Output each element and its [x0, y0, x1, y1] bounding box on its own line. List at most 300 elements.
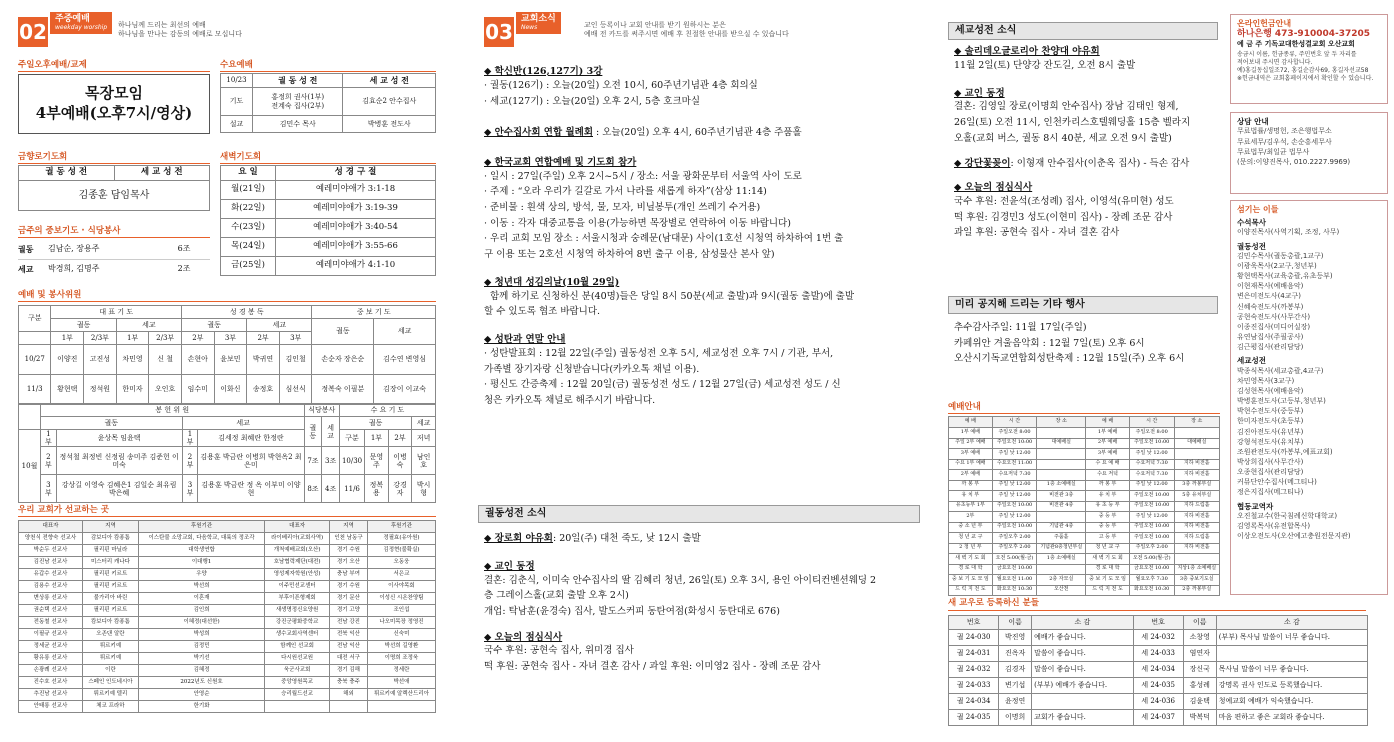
- staff-box: 섬기는 이들 수석목사 이양진목사(사역기획, 조정, 사무) 궐동성전 김민수목사(궐동총괄,1교구) 이광욱목사(2교구,청년부) 황현택목사(교육총괄,유초등부) 이현재목사(예배음악) 변은미전도사(4교구) 신혜숙전도사(까봉부) 공현숙전도사(사무간사) 이종진집사(미디어실장) 유연남집사(주필공사) 김근평집사(관리담당) 세교성전 박종식목사(세교총괄,4교구) 차민영목사(3교구) 김성현목사(예배음악) 박병훈전도사(고등부,청년부) 박현수전도사(중등부) 한미자전도사(초등부) 김진아전도사(유년부) 강형석전도사(유치부) 조원관전도사(까봉부,예표교회) 박상희집사(사무간사) 오종현집사(관리담당) 커뮤단안수집사(메그티나) 정은지집사(메그티나) 협동교역자 오진철교수(한국침례신학대학교) 김영록목사(유전합목사) 이상오전도사(오산예고충원전문지관): [1230, 200, 1388, 595]
- table-cell: 목사님 말씀이 너무 좋습니다.: [1216, 662, 1367, 678]
- table-row-cell: 추진남 선교사: [19, 689, 83, 701]
- upcoming-events-body: 추수감사주일: 11월 17일(주일) 카페위안 겨울음악회 : 12월 7일(토) 오후 6시 오산시기독교연합회성탄축제 : 12월 15일(주) 오후 6시: [954, 322, 1185, 365]
- table-row-cell: 주일 2부 예배: [949, 438, 993, 449]
- table-row-cell: 주일 낮 12:00: [1129, 512, 1174, 523]
- table-row-cell: 3부 예배: [949, 449, 993, 460]
- table-row-cell: 주일오전 10:00: [992, 522, 1037, 533]
- upcoming-events-bar: 미리 공지해 드리는 기타 행사: [948, 296, 1218, 314]
- table-header-cell: 번호: [949, 616, 999, 630]
- table-row-cell: [1037, 428, 1086, 439]
- table-cell: 이명희: [999, 710, 1032, 726]
- table-header-cell: 지역: [330, 521, 368, 533]
- table-row-cell: 전동철 선교사: [19, 617, 83, 629]
- table-row-cell: 튀르키예: [82, 653, 138, 665]
- table-row: [949, 449, 1220, 460]
- table-row-cell: [330, 701, 368, 713]
- staff-line: 이광욱목사(2교구,청년부): [1237, 262, 1317, 271]
- table-row-cell: 주일오전 8:00: [1129, 428, 1174, 439]
- staff-line: 오진철교수(한국침례신학대학교): [1237, 511, 1338, 520]
- table-row-cell: 기념관 4층: [1037, 522, 1086, 533]
- duty-table: 궐동 김남순, 장용주 6조 세교 박경희, 김명주 2조: [18, 240, 210, 278]
- table-row-cell: 전북 익산: [330, 629, 368, 641]
- table-row-cell: 지하 비전홀: [1174, 512, 1220, 523]
- table-row-cell: [1037, 459, 1086, 470]
- table-row-cell: [265, 701, 330, 713]
- table-row-cell: 경기 문산: [330, 593, 368, 605]
- table-row-cell: 주일오전 10:00: [1129, 522, 1174, 533]
- table-cell: 교회가 좋습니다.: [1032, 710, 1133, 726]
- table-row: [19, 629, 436, 641]
- table-row-cell: 주일오전 10:00: [1129, 501, 1174, 512]
- table-row-cell: 지하 비전홀: [1174, 459, 1220, 470]
- table-row-cell: 김혜정: [138, 665, 264, 677]
- table-row-cell: 변상롱 선교사: [19, 593, 83, 605]
- section-intro: 교인 등록이나 교회 안내를 받기 원하시는 분은 예배 전 카드를 써주시면 예배 후 친절한 안내를 받으실 수 있습니다: [584, 21, 789, 39]
- table-header-cell: 예 배: [1086, 417, 1130, 428]
- table-row: [949, 694, 1368, 710]
- table-row-cell: 유 초 등 부: [1086, 501, 1130, 512]
- table-row: [949, 662, 1368, 678]
- sunday-title: 주일오후예배/교제: [18, 60, 87, 70]
- friday-title: 금향로기도회: [18, 152, 68, 162]
- table-row-cell: 지하 비전홀: [1174, 522, 1220, 533]
- table-row-cell: 이사야목회: [367, 581, 435, 593]
- table-row-cell: 주일 낮 12:00: [992, 449, 1037, 460]
- table-row-cell: 박선희 길영환: [367, 641, 435, 653]
- staff-line: 조원관전도사(까봉부,예표교회): [1237, 447, 1333, 456]
- table-header-cell: 시 간: [1129, 417, 1174, 428]
- table-row: [19, 581, 436, 593]
- table-row-cell: 3부 예배: [1086, 449, 1130, 460]
- table-row-cell: 비전관 4층: [1037, 501, 1086, 512]
- table-header: [19, 521, 436, 533]
- table-row-cell: 주일오전 8:00: [992, 428, 1037, 439]
- table-row-cell: 기념관8층청년부실: [1037, 543, 1086, 554]
- table-row-cell: 금요오전 10:00: [1129, 564, 1174, 575]
- table-header-cell: 소 감: [1216, 616, 1367, 630]
- table-row-cell: 새 벽 기 도 회: [949, 554, 993, 565]
- staff-line: 박현수전도사(중등부): [1237, 407, 1304, 416]
- table-header-cell: 대표자: [265, 521, 330, 533]
- table-row: [19, 689, 436, 701]
- table-row-cell: 감보디아 캄퐁톰: [82, 533, 138, 545]
- table-row-cell: 이혜정(대선한): [138, 617, 264, 629]
- table-row-cell: 캄보디아 캄퐁톰: [82, 617, 138, 629]
- staff-line: 박상희집사(사무간사): [1237, 457, 1304, 466]
- table-row: [949, 522, 1220, 533]
- table-row-cell: 충북 충주: [330, 677, 368, 689]
- table-row-cell: 신숙미: [367, 629, 435, 641]
- table-row-cell: 필리핀 키르트: [82, 605, 138, 617]
- offering-table: 봉 헌 위 원 식당봉사 수 요 기 도 궐동 세교 궐동 세교 궐동 세교 10월 1부 윤상목 임윤택 1부 김세정 최혜란 한정란 구분 1부 2부 저녁 2부 정석철 최정빈 신정림 송미주 김준헌 이미숙 2부 김용훈 박금란 이병희 박현옥2 최은미 7조 3조 10/30 문영주 이병숙 남인호 3부 강상길 이영숙 김혜은1 김일순 최유림 박은혜 3부 김용훈 박금란 정 옥 이부미 이양현 8조 4조 11/6 정복용 강경자 박시형: [18, 403, 436, 503]
- staff-line: 오종현집사(관리담당): [1237, 468, 1304, 477]
- table-row-cell: [1037, 470, 1086, 481]
- table-cell: 세 24-032: [1133, 630, 1183, 646]
- table-row-cell: 안태롱 선교사: [19, 701, 83, 713]
- table-row-cell: 청 년 교 구: [949, 533, 993, 544]
- table-row: [19, 665, 436, 677]
- table-row-cell: 1층 소예배실: [1037, 480, 1086, 491]
- table-cell: 궐 24-034: [949, 694, 999, 710]
- table-cell: 변기섭: [999, 678, 1032, 694]
- table-cell: 말씀이 좋습니다.: [1032, 646, 1133, 662]
- table-row: [949, 710, 1368, 726]
- table-row-cell: 주일오전 10:00: [992, 438, 1037, 449]
- table-cell: 세 24-036: [1133, 694, 1183, 710]
- table-cell: (부부) 예배가 좋습니다.: [1032, 678, 1133, 694]
- table-row-cell: 1부 예배: [1086, 428, 1130, 439]
- wed-title: 수요예배: [220, 60, 253, 70]
- table-cell: 세 24-035: [1133, 678, 1183, 694]
- table-row-cell: 2층 자모실: [1037, 575, 1086, 586]
- table-row-cell: 화요오전 10:30: [1129, 585, 1174, 596]
- table-row-cell: 손광례 선교사: [19, 665, 83, 677]
- dawn-table: 요 일 성 경 구 절 월(21일) 예레미야애가 3:1-18 화(22일) 예레미야애가 3:19-39 수(23일) 예레미야애가 3:40-54 목(24일) 예레미야애가 3:55-66 금(25일) 예레미야애가 4:1-10: [220, 165, 436, 276]
- table-header-cell: 이름: [999, 616, 1032, 630]
- table-row: [949, 630, 1368, 646]
- table-row: [19, 533, 436, 545]
- section-tag: 교회소식 News: [516, 12, 561, 34]
- table-row-cell: 오존댄 알란: [82, 629, 138, 641]
- table-row-cell: 이란: [82, 665, 138, 677]
- sekyo-news-bar: 세교성전 소식: [948, 22, 1218, 40]
- new-members-table: [948, 615, 1368, 726]
- table-row: [949, 491, 1220, 502]
- table-cell: 궐 24-032: [949, 662, 999, 678]
- table-row-cell: 김용수 선교사: [19, 581, 83, 593]
- table-cell: 박진영: [999, 630, 1032, 646]
- staff-line: 신혜숙전도사(까봉부): [1237, 302, 1304, 311]
- table-row-cell: 라이베리아(교회사역): [265, 533, 330, 545]
- table-row: [19, 677, 436, 689]
- table-row-cell: 오전 5:00(월-금): [992, 554, 1037, 565]
- table-row: [949, 428, 1220, 439]
- table-row-cell: [1037, 564, 1086, 575]
- table-row-cell: 중 보 기 도 모 임: [949, 575, 993, 586]
- table-row-cell: 수요 저녁: [1086, 470, 1130, 481]
- table-row-cell: 경기 김해: [330, 665, 368, 677]
- table-cell: [1216, 646, 1367, 662]
- staff-line: 김진아전도사(유년부): [1237, 427, 1304, 436]
- table-row-cell: 박선희: [138, 581, 264, 593]
- online-offering-box: 온라인헌금안내 하나은행 473-910004-37205 예 금 주 기독교대한성결교회 오산교회 송금시 이름, 헌금종류, 주민번호 앞 두 자리를 적어보내 주시면 감사합니다. 예)홍길동십일조72, 홍길순감사69, 홍길자선교58 ※헌금내역은 교회홈페이지에서 확인할 수 있습니다.: [1230, 14, 1388, 104]
- table-row: [19, 605, 436, 617]
- table-row-cell: [1174, 449, 1220, 460]
- panel-church-news: [478, 0, 925, 742]
- table-row: [949, 646, 1368, 662]
- table-row-cell: 전남 강진: [330, 617, 368, 629]
- table-row-cell: 지상1층 소예배실: [1174, 564, 1220, 575]
- table-header-cell: 번호: [1133, 616, 1183, 630]
- table-row-cell: 5층 유치부실: [1174, 491, 1220, 502]
- worship-guide-title: 예배안내: [948, 402, 981, 412]
- table-cell: 염연자: [1183, 646, 1216, 662]
- sekyo-news-body: ◆ 솔리데오글로리아 찬양대 야유회 11월 2일(토) 단양강 잔도길, 오전 8시 출발 ◆ 교인 동정 결혼: 김영일 장로(이명희 안수집사) 장남 김태인 형제, 26일(토) 오전 11시, 인천카리스호텔웨딩홀 15층 벨라지 오홀(교회 버스, 궐동 8시 40분, 세교 오전 9시 출발) ◆ 강단꽃꽂이: 이형재 안수집사(이춘옥 집사) - 득손 감사 ◆ 오늘의 점심식사 국수 후원: 전윤석(조성례) 집사, 이영석(유미현) 성도 떡 후원: 김경민3 성도(이현미 집사) - 장례 조문 감사 과일 후원: 공현숙 집사 - 자녀 결혼 감사: [954, 46, 1191, 239]
- panel-weekday-worship: [0, 0, 447, 742]
- table-row-cell: 김정현(불확실): [367, 545, 435, 557]
- table-row-cell: 주일오전 10:00: [1129, 533, 1174, 544]
- table-row-cell: 대학생연합: [138, 545, 264, 557]
- table-row: [949, 438, 1220, 449]
- table-row-cell: 주일오후 2:00: [1129, 543, 1174, 554]
- table-row-cell: 다시원선교원: [265, 653, 330, 665]
- table-row-cell: 이대행1: [138, 557, 264, 569]
- section-tag: 주중예배 weekday worship: [50, 12, 112, 34]
- table-header-cell: 이름: [1183, 616, 1216, 630]
- table-row-cell: 유갑수 선교사: [19, 569, 83, 581]
- serve-table: 구분 대 표 기 도 성 경 봉 독 중 보 기 도 궐동 세교 궐동 세교 궐동 세교 1부 2/3부 1부 2/3부 2부 3부 2부 3부 10/27 이양진 고진성 차민영 신 철 손현아 윤보민 박귀연 김인철 손순자 장은순 김수연 변영심 11/3 황현택 정석원 한미자 오인호 임수미 이화신 송정호 심선식 정복숙 이필분 김장이 이교숙: [18, 305, 436, 405]
- table-row-cell: 박순두 선교사: [19, 545, 83, 557]
- table-row-cell: 수요 1부 예배: [949, 459, 993, 470]
- mission-title: 우리 교회가 선교하는 곳: [18, 505, 109, 515]
- table-cell: 장신국: [1183, 662, 1216, 678]
- table-row-cell: 충남 부여: [330, 569, 368, 581]
- table-row-cell: 안영순: [138, 689, 264, 701]
- table-cell: 궐 24-035: [949, 710, 999, 726]
- table-cell: 궐 24-033: [949, 678, 999, 694]
- table-row-cell: 정세균 선교사: [19, 641, 83, 653]
- table-row-cell: 개척예배교회(오산): [265, 545, 330, 557]
- table-header-cell: 예 배: [949, 417, 993, 428]
- table-row-cell: 중 보 기 도 모 임: [1086, 575, 1130, 586]
- table-cell: 세 24-034: [1133, 662, 1183, 678]
- table-row-cell: 드 릭 지 전 도: [1086, 585, 1130, 596]
- table-row: [19, 617, 436, 629]
- table-header-cell: 장 소: [1174, 417, 1220, 428]
- table-row-cell: 정세란: [367, 665, 435, 677]
- table-row-cell: 필리핀 키르트: [82, 581, 138, 593]
- table-row-cell: 김인희: [138, 605, 264, 617]
- table-row: [949, 575, 1220, 586]
- table-row-cell: 2 청 년 부: [949, 543, 993, 554]
- table-row-cell: 부후이픈형제회: [265, 593, 330, 605]
- duty-title: 금주의 중보기도 · 식당봉사: [18, 226, 121, 236]
- staff-line: 공현숙전도사(사무간사): [1237, 312, 1311, 321]
- table-row-cell: 지하 비전홀: [1174, 543, 1220, 554]
- table-cell: 홍성례: [1183, 678, 1216, 694]
- news-body: ◆ 학신반(126,127기) 3강 · 궐동(126기) : 오늘(20일) 오전 10시, 60주년기념관 4층 회의실 · 세교(127기) : 오늘(20일) 오후 2시, 5층 호크마실 ◆ 안수집사회 연합 월례회 : 오늘(20일) 오후 4시, 60주년기념관 4층 주품홀 ◆ 한국교회 연합예배 및 기도회 참가 · 일시 : 27일(주일) 오후 2시~5시 / 장소: 서울 광화문부터 서울역 사이 도로 · 주제 : “오라 우리가 길갈로 가서 나라를 새롭게 하자”(삼상 11:14) · 준비물 : 흰색 상의, 방석, 물, 모자, 비닐봉투(개인 쓰레기 수거용) · 이동 : 각자 대중교통을 이용(가능하면 목장별로 연락하여 이동 바랍니다) · 우리 교회 모임 장소 : 서울시청과 숭례문(남대문) 사이(1호선 시청역 하차하여 1번 출 구 이용 또는 2호선 시청역 하차하여 8번 출구 이용, 삼성물산 본사 앞) ◆ 청년대 성김의날(10월 29일) 함께 하기로 신청하신 분(40명)들은 당일 8시 50분(세교 출발)과 9시(궐동 출발)에 출발 할 수 있도록 협조 바랍니다. ◆ 성탄과 연말 안내 · 성탄발표회 : 12월 22일(주일) 궐동성전 오후 5시, 세교성전 오후 7시 / 기관, 부서, 가족별 장기자랑 신청받습니다(카카오톡 채널 이용). · 평신도 간증축제 : 12월 20일(금) 궐동성전 성도 / 12월 27일(금) 세교성전 성도 / 신 청은 카카오톡 채널로 해주시기 바랍니다.: [484, 66, 855, 406]
- table-row-cell: 양천식 전향숙 선교사: [19, 533, 83, 545]
- serve-title: 예배 및 봉사위원: [18, 290, 82, 300]
- table-row-cell: 주일 낮 12:00: [1129, 449, 1174, 460]
- table-row-cell: 전남 익산: [330, 641, 368, 653]
- staff-line: 김영록목사(유전합목사): [1237, 522, 1311, 531]
- table-row-cell: 튀르키예: [82, 641, 138, 653]
- table-row-cell: 인천 남동구: [330, 533, 368, 545]
- table-row-cell: 수 요 예 배: [1086, 459, 1130, 470]
- table-row: [949, 480, 1220, 491]
- table-row-cell: 경기 오산: [330, 557, 368, 569]
- table-row-cell: 김정민: [138, 641, 264, 653]
- table-row-cell: 나오미목장 정영진: [367, 617, 435, 629]
- table-row-cell: 불가리아 바린: [82, 593, 138, 605]
- table-row-cell: 해외: [330, 689, 368, 701]
- table-row-cell: 대전 서구: [330, 653, 368, 665]
- table-header-cell: 시 간: [992, 417, 1037, 428]
- table-row: [19, 593, 436, 605]
- table-row-cell: 유 치 부: [1086, 491, 1130, 502]
- table-cell: 마음 편하고 좋은 교회라 좋습니다.: [1216, 710, 1367, 726]
- table-row-cell: 주일오후 2:00: [992, 543, 1037, 554]
- table-row-cell: 강진군평화중학교: [265, 617, 330, 629]
- table-row-cell: 주일 낮 12:00: [1129, 480, 1174, 491]
- table-header-cell: 지역: [82, 521, 138, 533]
- table-row-cell: 주품홀: [1037, 533, 1086, 544]
- consult-box: 상담 안내 무료법률/생명헌, 조은행법무소 무료세무/김우석, 손순흥세무사 무료법무/최일균 법무사 (문의:이양진목사, 010.2227.9969): [1230, 112, 1388, 194]
- wed-table: 10/23 궐 동 성 전 세 교 성 전 기도 홍정희 권사(1부) 전계숙 집사(2부) 김효순2 안수집사 설교 김민수 목사 박병훈 전도사: [220, 73, 436, 133]
- table-row-cell: 서은교: [367, 569, 435, 581]
- table-header-cell: 장 소: [1037, 417, 1086, 428]
- table-row-cell: 2부 예배: [1086, 438, 1130, 449]
- table-header-cell: 소 감: [1032, 616, 1133, 630]
- table-row-cell: 청 년 교 구: [1086, 543, 1130, 554]
- panel-sekyo-news: [942, 0, 1394, 742]
- table-row-cell: 이주민선교센터: [265, 581, 330, 593]
- table-row-cell: 유 치 부: [949, 491, 993, 502]
- table-row: [949, 543, 1220, 554]
- table-row-cell: 수요오전 11:00: [992, 459, 1037, 470]
- table-row-cell: 스페인 인도네시아: [82, 677, 138, 689]
- table-row-cell: 경기 고양: [330, 605, 368, 617]
- table-row-cell: 박성희: [138, 629, 264, 641]
- table-row-cell: 욱군사교회: [265, 665, 330, 677]
- staff-line: 김성현목사(예배음악): [1237, 386, 1304, 395]
- table-row: [949, 564, 1220, 575]
- table-row-cell: 오산천: [1037, 585, 1086, 596]
- table-row-cell: 박선애: [367, 677, 435, 689]
- table-row-cell: 대예배실: [1174, 438, 1220, 449]
- table-row-cell: 호남협력제단(대전): [265, 557, 330, 569]
- table-cell: 강명록 권사 인도로 등록했습니다.: [1216, 678, 1367, 694]
- table-cell: 세 24-033: [1133, 646, 1183, 662]
- table-cell: 궐 24-030: [949, 630, 999, 646]
- table-row-cell: 주일 낮 12:00: [992, 512, 1037, 523]
- table-row-cell: 비전관 3층: [1037, 491, 1086, 502]
- table-cell: 예배가 좋습니다.: [1032, 630, 1133, 646]
- table-header: [949, 417, 1220, 428]
- table-row-cell: 3층 까봉부실: [1174, 480, 1220, 491]
- table-row-cell: 까 봉 부: [949, 480, 993, 491]
- section-intro: 하나님께 드리는 최선의 예배 하나님을 만나는 감동의 예배로 모십니다: [118, 21, 242, 39]
- table-row: [949, 512, 1220, 523]
- table-cell: 궐 24-031: [949, 646, 999, 662]
- table-row: [19, 701, 436, 713]
- table-row-cell: 경 로 대 학: [1086, 564, 1130, 575]
- worship-guide-table: [948, 416, 1220, 596]
- table-row-cell: 새생명정신요양원: [265, 605, 330, 617]
- table-row-cell: 이혼재: [138, 593, 264, 605]
- staff-line: 정은지집사(메그티나): [1237, 488, 1304, 497]
- table-row-cell: 수요저녁 7:30: [992, 470, 1037, 481]
- table-cell: (부부) 목사님 말씀이 너무 좋습니다.: [1216, 630, 1367, 646]
- table-row-cell: 승리월드선교: [265, 689, 330, 701]
- table-row-cell: 고 등 부: [1086, 533, 1130, 544]
- table-row-cell: 이필규 선교사: [19, 629, 83, 641]
- staff-line: 박병훈전도사(고등부,청년부): [1237, 397, 1326, 406]
- table-cell: 김윤택: [1183, 694, 1216, 710]
- staff-line: 김민수목사(궐동총괄,1교구): [1237, 251, 1324, 260]
- table-row-cell: [1174, 428, 1220, 439]
- table-row: [949, 501, 1220, 512]
- table-row: [19, 641, 436, 653]
- table-row-cell: [1174, 554, 1220, 565]
- table-row-cell: 2층 까봉부실: [1174, 585, 1220, 596]
- table-row-cell: 2022년도 신원호: [138, 677, 264, 689]
- table-row-cell: 미스터리 캐나다: [82, 557, 138, 569]
- table-row-cell: 월요오후 7:30: [1129, 575, 1174, 586]
- table-row-cell: 필리핀 마닐라: [82, 545, 138, 557]
- table-row-cell: 까 봉 부: [1086, 480, 1130, 491]
- table-row-cell: 경기 수원: [330, 545, 368, 557]
- table-row-cell: 지하 드림홀: [1174, 533, 1220, 544]
- table-cell: 김경자: [999, 662, 1032, 678]
- table-row-cell: 지하 비전홀: [1174, 470, 1220, 481]
- dawn-title: 새벽기도회: [220, 152, 262, 162]
- table-row-cell: 금요오전 10:00: [992, 564, 1037, 575]
- table-row-cell: 함께인 선교회: [265, 641, 330, 653]
- table-row-cell: 이명희 조정욱: [367, 653, 435, 665]
- table-row-cell: 3층 중보기도실: [1174, 575, 1220, 586]
- table-row-cell: 김진남 선교사: [19, 557, 83, 569]
- table-row-cell: 오전 5:00(월-금): [1129, 554, 1174, 565]
- table-row: [949, 533, 1220, 544]
- table-row-cell: [1037, 512, 1086, 523]
- table-cell: [1032, 694, 1133, 710]
- staff-line: 황현택목사(교육총괄,유초등부): [1237, 272, 1333, 281]
- table-row-cell: 1부 예배: [949, 428, 993, 439]
- table-cell: 말씀이 좋습니다.: [1032, 662, 1133, 678]
- table-row-cell: 정필효(유아원): [367, 533, 435, 545]
- staff-line: 박종식목사(세교총괄,4교구): [1237, 366, 1324, 375]
- staff-line: 이현재목사(예배음악): [1237, 282, 1304, 291]
- table-row-cell: 이스탄불 소망교회, 다음학교, 대륙의 정조각: [138, 533, 264, 545]
- table-row-cell: 오동웅: [367, 557, 435, 569]
- table-row-cell: 경 로 대 학: [949, 564, 993, 575]
- table-row-cell: 경기 수원: [330, 581, 368, 593]
- section-number: 03: [484, 17, 514, 47]
- table-header-cell: 대표자: [19, 521, 83, 533]
- table-row-cell: 권순택 선교사: [19, 605, 83, 617]
- table-row-cell: 진수호 선교사: [19, 677, 83, 689]
- table-row-cell: 주일오전 10:00: [1129, 438, 1174, 449]
- table-row-cell: 주일오전 10:00: [1129, 491, 1174, 502]
- table-row: [949, 470, 1220, 481]
- table-row-cell: 화요오전 10:30: [992, 585, 1037, 596]
- table-row-cell: 우양: [138, 569, 264, 581]
- table-row-cell: 드 릭 지 전 도: [949, 585, 993, 596]
- table-row-cell: [367, 701, 435, 713]
- table-row-cell: 튀르키예 알렉산드리아: [367, 689, 435, 701]
- table-row-cell: 2부: [949, 512, 993, 523]
- table-row-cell: 수요저녁 7:30: [1129, 459, 1174, 470]
- table-cell: 진옥자: [999, 646, 1032, 662]
- new-members-title: 새 교우로 등록하신 분들: [948, 598, 1039, 608]
- gwoldong-news-bar: 궐동성전 소식: [478, 505, 920, 523]
- staff-line: 커뮤단안수집사(메그티나): [1237, 478, 1317, 487]
- table-row-cell: 새 벽 기 도 회: [1086, 554, 1130, 565]
- table-row-cell: 주일오전 10:00: [992, 501, 1037, 512]
- table-row-cell: 체코 프라하: [82, 701, 138, 713]
- table-row-cell: 한기화: [138, 701, 264, 713]
- table-row-cell: 주일오후 2:00: [992, 533, 1037, 544]
- staff-line: 한미자전도사(초등부): [1237, 417, 1304, 426]
- table-row-cell: 중 등 부: [1086, 522, 1130, 533]
- table-row: [949, 585, 1220, 596]
- table-row: [949, 554, 1220, 565]
- staff-line: 강형석전도사(유치부): [1237, 437, 1304, 446]
- table-cell: 세 24-037: [1133, 710, 1183, 726]
- table-row-cell: 생수교회사역센터: [265, 629, 330, 641]
